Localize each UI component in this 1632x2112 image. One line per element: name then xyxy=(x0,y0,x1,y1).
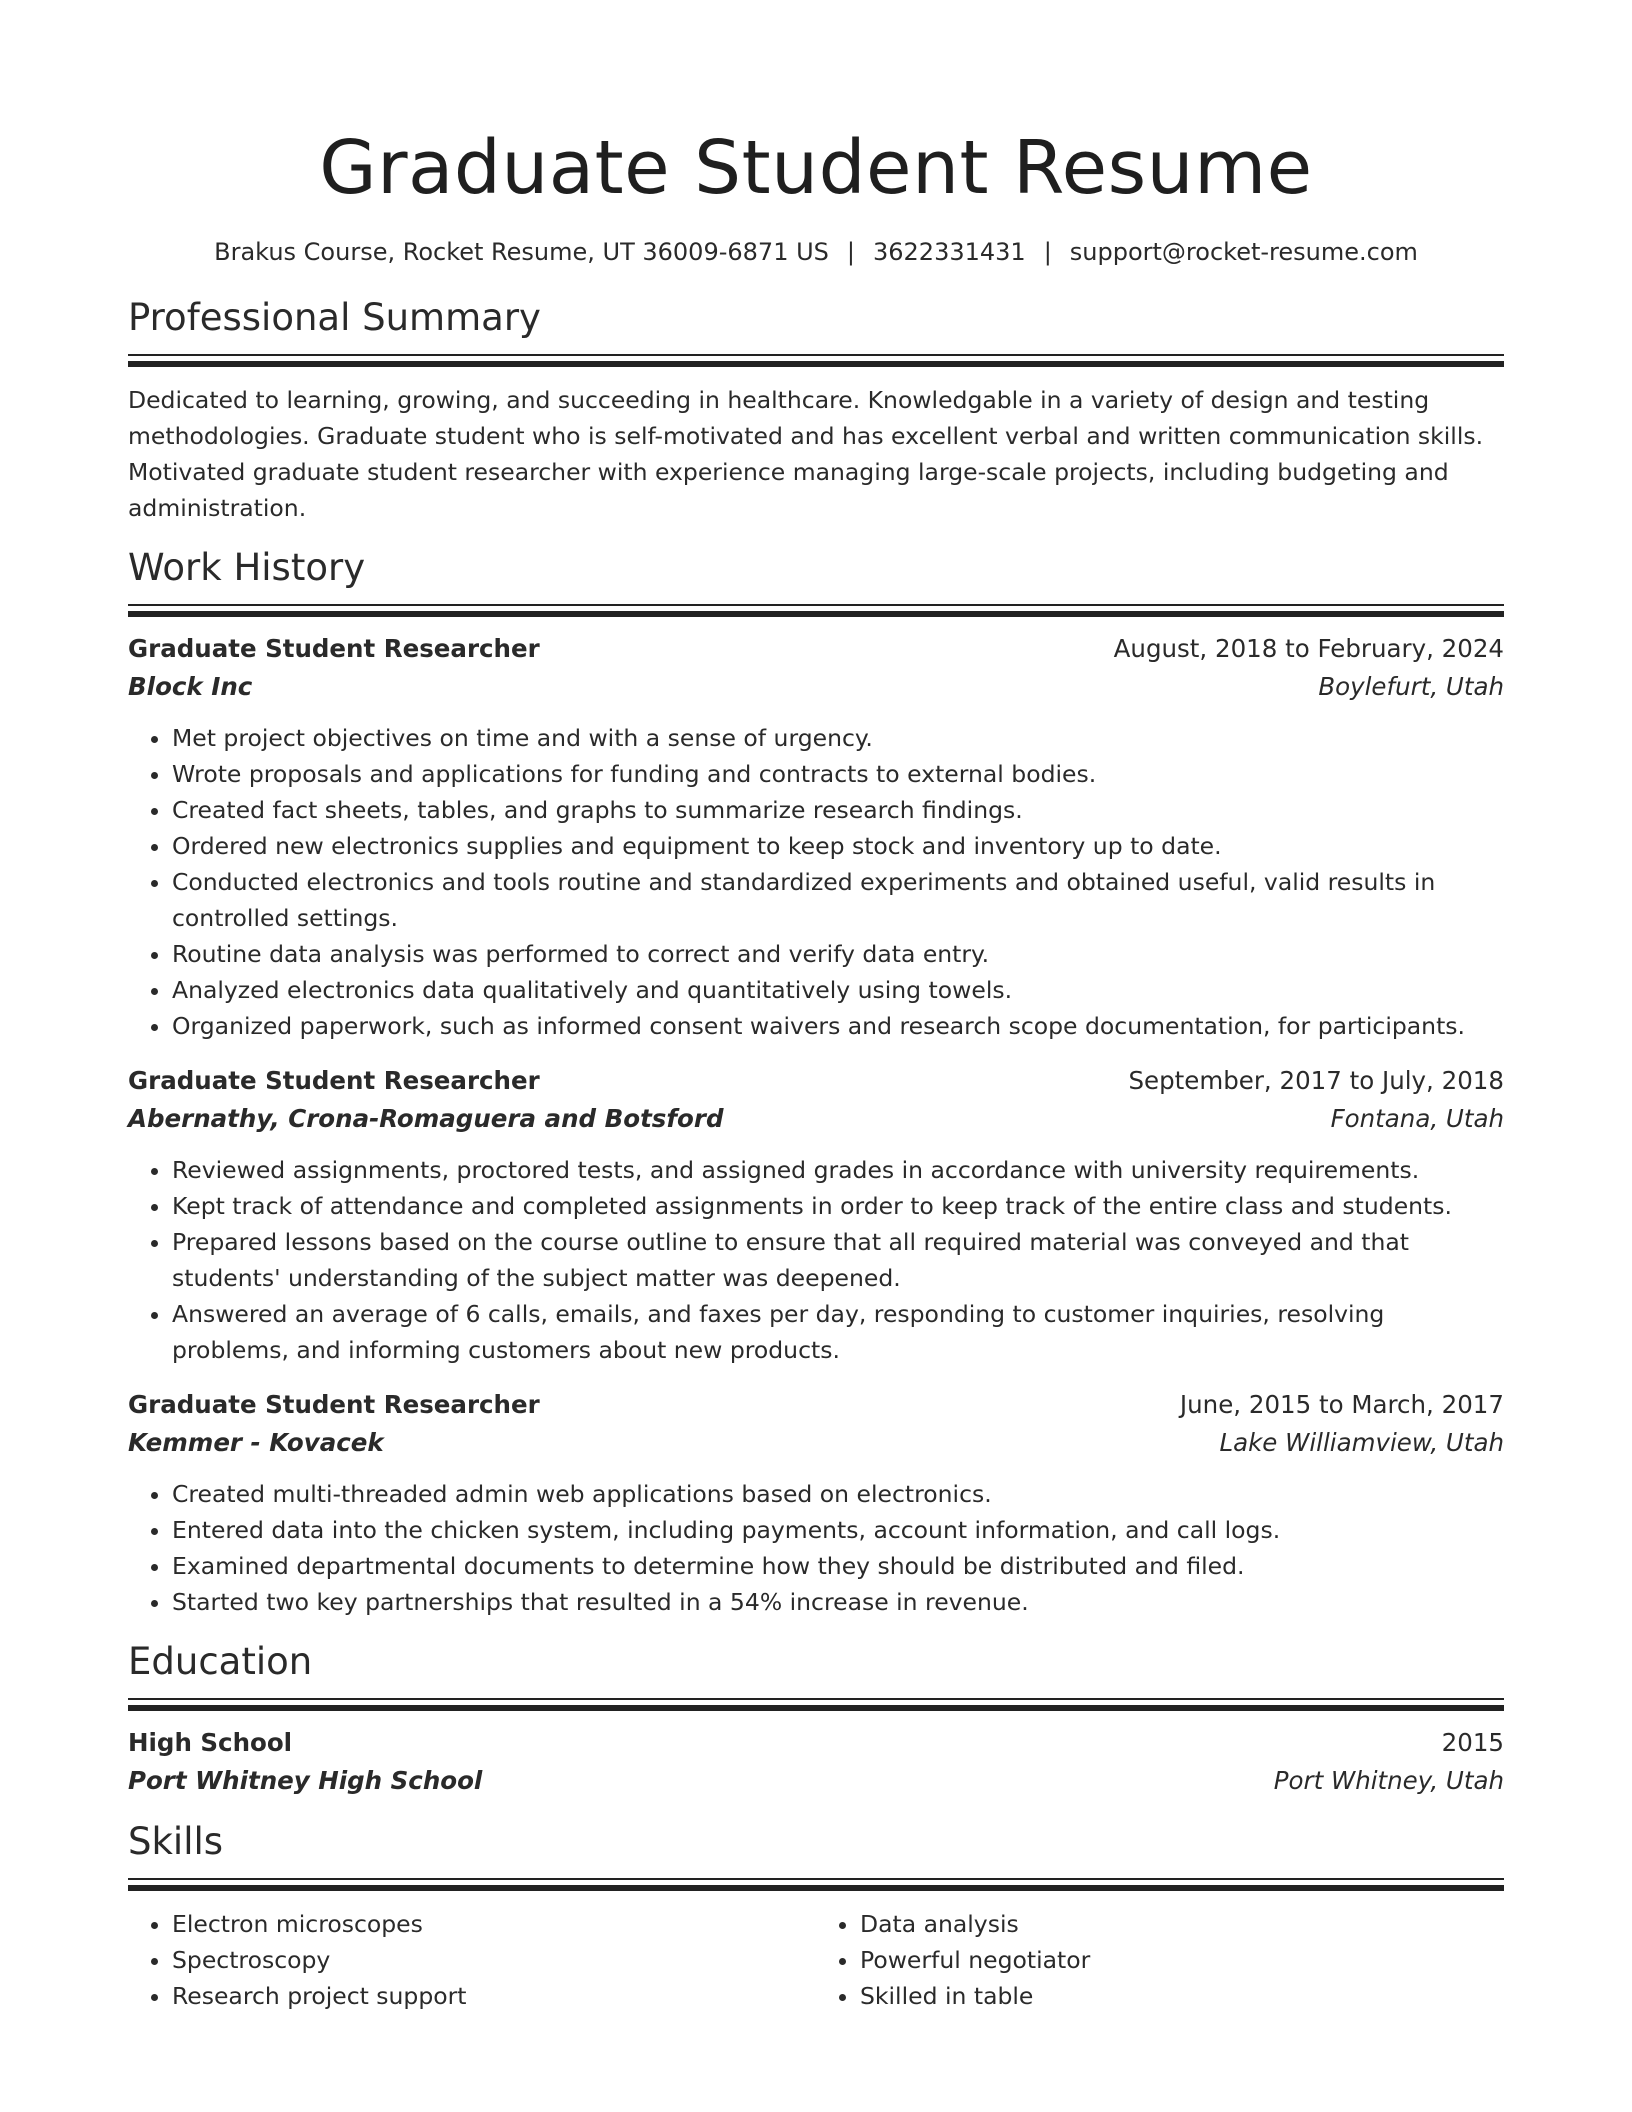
job-bullets xyxy=(128,1476,1504,1620)
education-year: 2015 xyxy=(1441,1728,1504,1757)
job-company-row xyxy=(128,1424,1504,1462)
job-entry xyxy=(128,1062,1504,1368)
job-dates: September, 2017 to July, 2018 xyxy=(1128,1066,1504,1095)
job-title: Graduate Student Researcher xyxy=(128,1390,540,1419)
section-divider xyxy=(128,604,1504,618)
education-header-row xyxy=(128,1724,1504,1762)
contact-phone: 3622331431 xyxy=(872,238,1026,266)
summary-section xyxy=(128,294,1504,526)
education-entry xyxy=(128,1724,1504,1800)
list-item: • Reviewed assignments, proctored tests, and assigned grades in accordance with university requirements. xyxy=(172,1152,1504,1188)
contact-email: support@rocket-resume.com xyxy=(1069,238,1418,266)
list-item: • Skilled in table xyxy=(860,1978,1504,2014)
list-item: • Met project objectives on time and with a sense of urgency. xyxy=(172,720,1504,756)
skills-columns xyxy=(128,1906,1504,2014)
job-bullets xyxy=(128,1152,1504,1368)
education-school-row xyxy=(128,1762,1504,1800)
education-school: Port Whitney High School xyxy=(128,1766,483,1795)
job-dates: June, 2015 to March, 2017 xyxy=(1179,1390,1504,1419)
list-item: • Created fact sheets, tables, and graphs to summarize research findings. xyxy=(172,792,1504,828)
list-item: • Prepared lessons based on the course outline to ensure that all required material was conveyed and that students' understanding of the subject matter was deepened. xyxy=(172,1224,1504,1296)
section-divider xyxy=(128,354,1504,368)
job-location: Boylefurt, Utah xyxy=(1318,672,1504,701)
education-degree: High School xyxy=(128,1728,293,1757)
work-section xyxy=(128,544,1504,1620)
list-item: • Entered data into the chicken system, including payments, account information, and call logs. xyxy=(172,1512,1504,1548)
job-title: Graduate Student Researcher xyxy=(128,1066,540,1095)
section-heading-skills: Skills xyxy=(128,1820,224,1863)
list-item: • Conducted electronics and tools routine and standardized experiments and obtained useful, valid results in controlled settings. xyxy=(172,864,1504,936)
list-item: • Kept track of attendance and completed assignments in order to keep track of the entire class and students. xyxy=(172,1188,1504,1224)
list-item: • Analyzed electronics data qualitatively and quantitatively using towels. xyxy=(172,972,1504,1008)
section-heading-summary: Professional Summary xyxy=(128,296,541,339)
job-company-row xyxy=(128,668,1504,706)
summary-text: Dedicated to learning, growing, and succeeding in healthcare. Knowledgable in a variety of design and testing methodologies. Graduate student who is self-motivated and has excellent verbal and written communication skills. Motivated graduate student researcher with experience managing large-scale projects, including budgeting and administration. xyxy=(128,386,1484,522)
list-item: • Started two key partnerships that resulted in a 54% increase in revenue. xyxy=(172,1584,1504,1620)
job-company: Kemmer - Kovacek xyxy=(128,1428,384,1457)
job-header-row xyxy=(128,630,1504,668)
list-item: • Examined departmental documents to determine how they should be distributed and filed. xyxy=(172,1548,1504,1584)
job-location: Lake Williamview, Utah xyxy=(1219,1428,1504,1457)
job-header-row xyxy=(128,1386,1504,1424)
list-item: • Answered an average of 6 calls, emails, and faxes per day, responding to customer inquiries, resolving problems, and informing customers about new products. xyxy=(172,1296,1504,1368)
list-item: • Powerful negotiator xyxy=(860,1942,1504,1978)
list-item: • Ordered new electronics supplies and equipment to keep stock and inventory up to date. xyxy=(172,828,1504,864)
contact-separator: | xyxy=(846,238,855,266)
list-item: • Data analysis xyxy=(860,1906,1504,1942)
job-entry xyxy=(128,630,1504,1044)
skills-list-right xyxy=(816,1906,1504,2014)
contact-line xyxy=(128,236,1504,268)
contact-separator: | xyxy=(1043,238,1052,266)
list-item: • Organized paperwork, such as informed consent waivers and research scope documentation, for participants. xyxy=(172,1008,1504,1044)
list-item: • Spectroscopy xyxy=(172,1942,816,1978)
section-divider xyxy=(128,1698,1504,1712)
list-item: • Research project support xyxy=(172,1978,816,2014)
list-item: • Wrote proposals and applications for funding and contracts to external bodies. xyxy=(172,756,1504,792)
job-bullets xyxy=(128,720,1504,1044)
section-heading-work: Work History xyxy=(128,546,366,589)
job-location: Fontana, Utah xyxy=(1330,1104,1504,1133)
education-location: Port Whitney, Utah xyxy=(1273,1766,1504,1795)
list-item: • Created multi-threaded admin web applications based on electronics. xyxy=(172,1476,1504,1512)
resume-title: Graduate Student Resume xyxy=(319,125,1313,211)
skills-list-left xyxy=(128,1906,816,2014)
list-item: • Routine data analysis was performed to correct and verify data entry. xyxy=(172,936,1504,972)
job-company-row xyxy=(128,1100,1504,1138)
job-company: Abernathy, Crona-Romaguera and Botsford xyxy=(128,1104,724,1133)
contact-address: Brakus Course, Rocket Resume, UT 36009-6871 US xyxy=(214,238,829,266)
section-heading-education: Education xyxy=(128,1640,313,1683)
education-section xyxy=(128,1638,1504,1800)
job-company: Block Inc xyxy=(128,672,253,701)
job-dates: August, 2018 to February, 2024 xyxy=(1113,634,1504,663)
list-item: • Electron microscopes xyxy=(172,1906,816,1942)
job-header-row xyxy=(128,1062,1504,1100)
job-entry xyxy=(128,1386,1504,1620)
skills-section xyxy=(128,1818,1504,2014)
section-divider xyxy=(128,1878,1504,1892)
resume-page xyxy=(128,0,1504,2014)
job-title: Graduate Student Researcher xyxy=(128,634,540,663)
